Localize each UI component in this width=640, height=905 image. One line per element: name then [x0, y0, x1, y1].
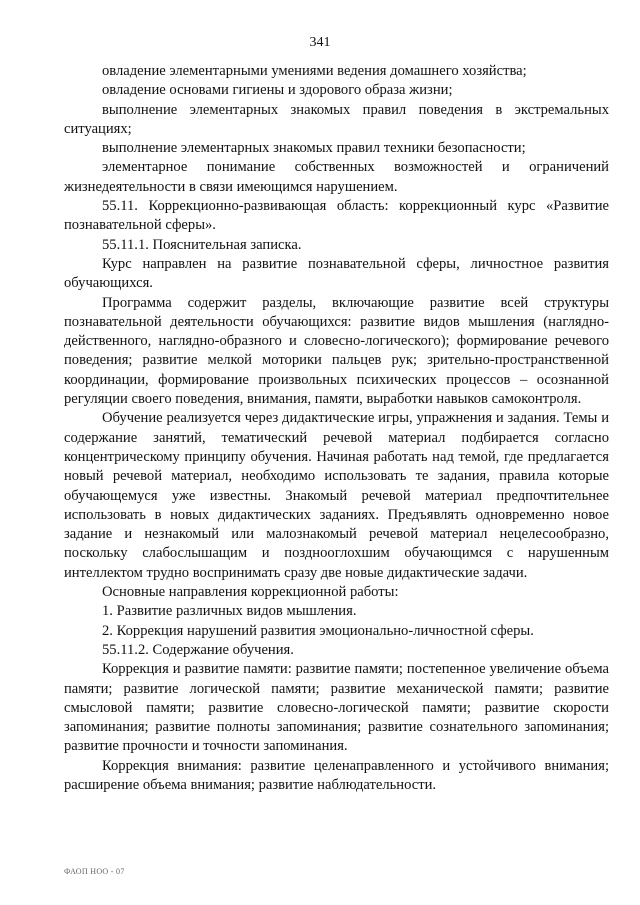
list-item: 1. Развитие различных видов мышления. [102, 603, 357, 620]
subsection-heading: 55.11.2. Содержание обучения. [102, 641, 294, 658]
paragraph: выполнение элементарных знакомых правил техники безопасности; [102, 140, 526, 157]
paragraph: выполнение элементарных знакомых правил поведения в экстремальных ситуациях; [64, 101, 609, 137]
paragraph: Курс направлен на развитие познавательной сферы, личностное развития обучающихся. [64, 255, 609, 292]
paragraph: Основные направления коррекционной работы: [102, 584, 399, 601]
paragraph: Коррекция внимания: развитие целенаправленного и устойчивого внимания; расширение объема внимания; развитие наблюдательности. [64, 757, 609, 793]
document-body [64, 62, 609, 795]
paragraph: овладение элементарными умениями ведения домашнего хозяйства; [102, 63, 527, 79]
footer-label: ФАОП НОО - 07 [64, 867, 125, 876]
paragraph: Коррекция и развитие памяти: развитие памяти; постепенное увеличение объема памяти; развитие логической памяти; развитие механической памяти; развитие смысловой памяти; развитие словесно-логической памяти; развитие скорости запоминания; развитие полноты запоминания; развитие сознательного запоминания; развитие прочности и точности запоминания. [64, 661, 609, 755]
paragraph: Обучение реализуется через дидактические игры, упражнения и задания. Темы и содержание занятий, тематический речевой материал подбирается согласно концентрическому принципу обучения. Начиная работать над темой, где предлагается новый речевой материал, необходимо использовать те задания, правила которые обучающемуся уже известны. Знакомый речевой материал предпочтительнее использовать в новых дидактических заданиях. Предъявлять одновременно новое задание и незнакомый или малознакомый речевой материал нецелесообразно, поскольку слабослышащим и позднооглохшим обучающимся с нарушенным интеллектом трудно воспринимать сразу две новые дидактические задачи. [64, 410, 609, 581]
paragraph: овладение основами гигиены и здорового образа жизни; [102, 82, 453, 99]
list-item: 2. Коррекция нарушений развития эмоционально-личностной сферы. [102, 622, 534, 639]
subsection-heading: 55.11.1. Пояснительная записка. [102, 236, 302, 253]
paragraph: элементарное понимание собственных возможностей и ограничений жизнедеятельности в связи имеющимся нарушением. [64, 159, 609, 195]
paragraph: Программа содержит разделы, включающие развитие всей структуры познавательной деятельности обучающихся: развитие видов мышления (наглядно-действенного, наглядно-образного и словесно-логического); формирование речевого поведения; развитие мелкой моторики пальцев рук; зрительно-пространственной координации, формирование произвольных психических процессов – осознанной регуляции своего поведения, внимания, памяти, выработки навыков самоконтроля. [64, 294, 609, 408]
page-number: 341 [309, 35, 331, 50]
section-heading: 55.11. Коррекционно-развивающая область: коррекционный курс «Развитие познавательной сферы». [64, 198, 609, 234]
